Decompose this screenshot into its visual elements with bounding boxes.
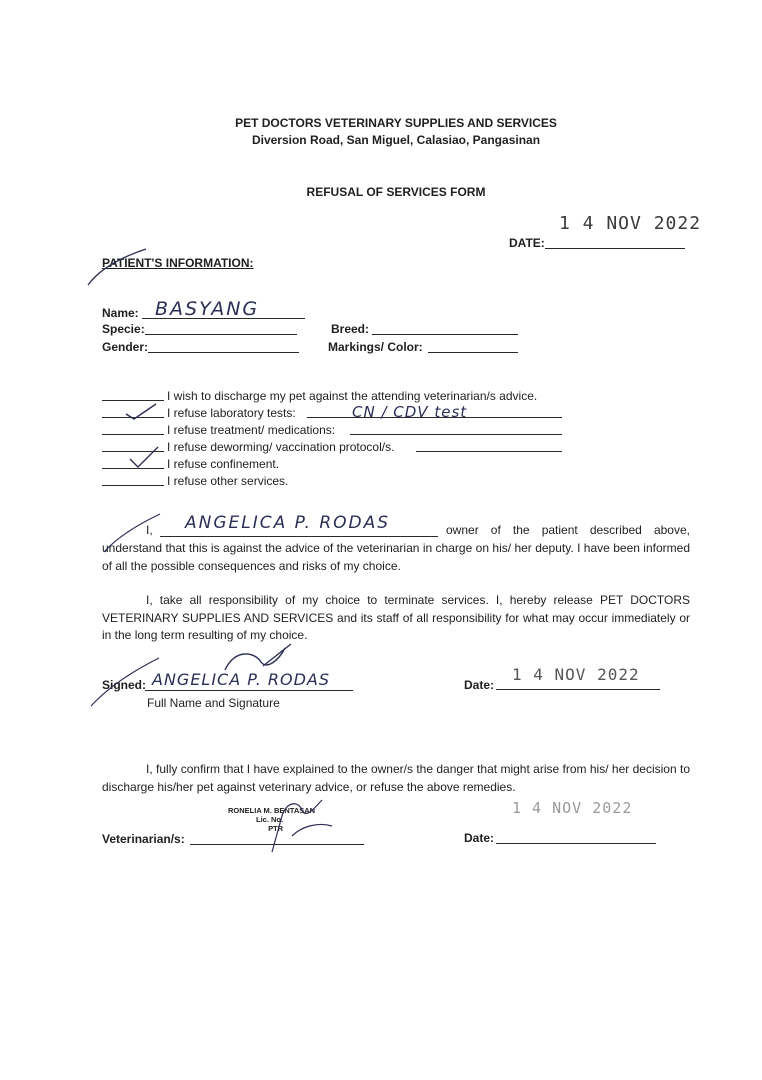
option-fill-line <box>350 434 562 435</box>
name-label: Name: <box>102 306 139 320</box>
date-line <box>545 248 685 249</box>
option-fill-line <box>416 451 562 452</box>
vet-stamp-ptr: PTR <box>268 824 284 833</box>
breed-line <box>372 334 518 335</box>
option-blank <box>102 434 164 435</box>
pen-stroke-mark <box>100 510 170 555</box>
pen-stroke-mark <box>84 243 154 288</box>
org-address: Diversion Road, San Miguel, Calasiao, Pangasinan <box>251 133 541 147</box>
signed-name-handwritten: ANGELICA P. RODAS <box>152 670 331 689</box>
option-label: I wish to discharge my pet against the attending veterinarian/s advice. <box>167 389 538 403</box>
markings-line <box>428 352 518 353</box>
org-name: PET DOCTORS VETERINARY SUPPLIES AND SERVICES <box>235 116 557 130</box>
option-blank <box>102 400 164 401</box>
owner-name-line <box>160 536 438 537</box>
gender-line <box>148 352 299 353</box>
form-title: REFUSAL OF SERVICES FORM <box>306 185 486 199</box>
responsibility-paragraph: I, take all responsibility of my choice to terminate services. I, hereby release PET DOCTORS VETERINARY SUPPLIES AND SERVICES and its staff of all responsibility for what may occur immediately or in the long term resulting of my choice. <box>102 593 690 642</box>
specie-line <box>145 334 297 335</box>
option-label: I refuse treatment/ medications: <box>167 423 336 437</box>
option-label: I refuse deworming/ vaccination protocol/s. <box>167 440 395 454</box>
name-value: BASYANG <box>155 298 260 320</box>
signed-date-label: Date: <box>464 678 495 692</box>
statement-i-label: I, <box>146 523 153 537</box>
patient-section-title: PATIENT'S INFORMATION: <box>102 256 254 270</box>
statement-line1-tail: owner of the patient described above, <box>446 523 690 537</box>
option-row <box>102 403 572 422</box>
lab-test-handwritten: CN / CDV test <box>352 403 468 421</box>
vet-line <box>190 844 364 845</box>
vet-stamp-name: RONELIA M. BENTASAN <box>228 806 316 815</box>
check-mark-icon <box>124 445 164 471</box>
check-mark-icon <box>122 402 162 422</box>
owner-name-handwritten: ANGELICA P. RODAS <box>185 513 391 533</box>
statement-text: understand that this is against the advice of the veterinarian in charge on his/ her deputy. I have been informed of all the possible consequences and risks of my choice. <box>102 541 690 573</box>
markings-label: Markings/ Color: <box>328 340 423 354</box>
option-label: I refuse laboratory tests: <box>167 406 296 420</box>
option-label: I refuse confinement. <box>167 457 280 471</box>
vet-date-stamp: 1 4 NOV 2022 <box>512 799 633 817</box>
signed-date-line <box>496 689 660 690</box>
date-stamp: 1 4 NOV 2022 <box>559 213 702 234</box>
date-label: DATE: <box>509 236 545 250</box>
vet-label: Veterinarian/s: <box>102 832 185 846</box>
option-label: I refuse other services. <box>167 474 289 488</box>
vet-date-label: Date: <box>464 831 495 845</box>
vet-signature-mark <box>262 796 342 856</box>
vet-confirmation-paragraph: I, fully confirm that I have explained to the owner/s the danger that might arise from his/ her decision to discharge his/her pet against veterinary advice, or refuse the above remedies. <box>102 762 690 794</box>
option-row <box>102 423 572 439</box>
breed-label: Breed: <box>331 322 370 336</box>
signed-caption: Full Name and Signature <box>147 696 280 710</box>
option-row <box>102 440 572 456</box>
specie-label: Specie: <box>102 322 145 336</box>
gender-label: Gender: <box>102 340 149 354</box>
option-blank <box>102 485 164 486</box>
signed-date-stamp: 1 4 NOV 2022 <box>512 665 640 684</box>
vet-date-line <box>496 843 656 844</box>
signed-label: Signed: <box>102 678 146 692</box>
vet-stamp-lic: Lic. No. <box>256 815 284 824</box>
